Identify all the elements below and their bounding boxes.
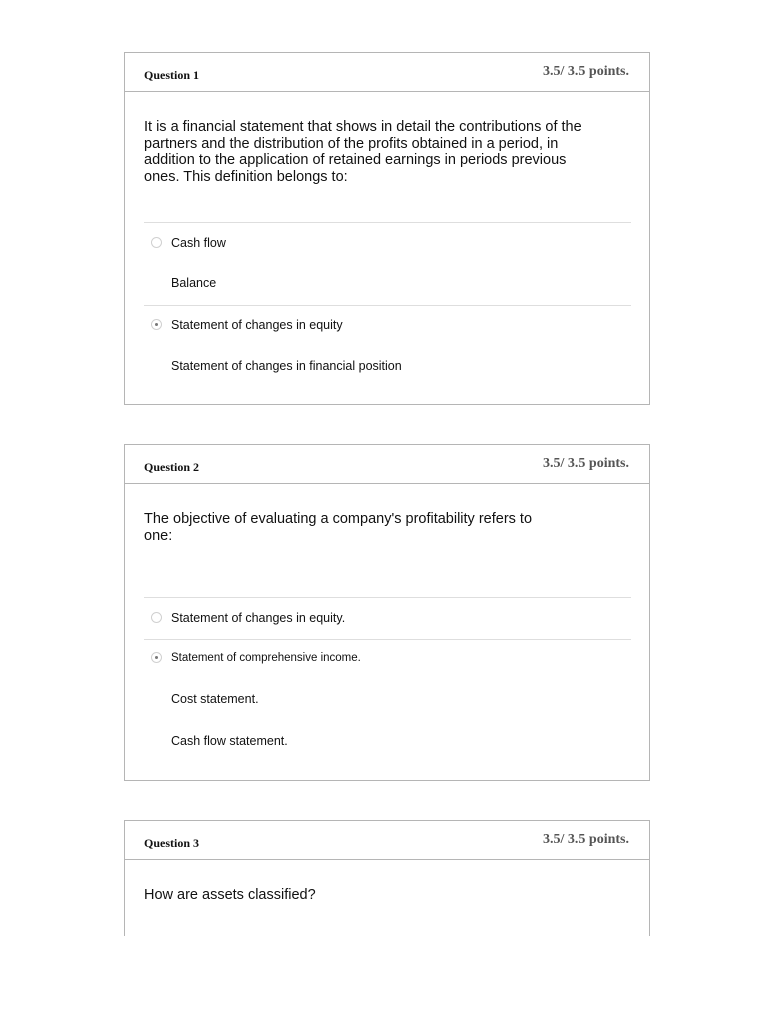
answer-option[interactable] xyxy=(171,359,402,374)
answer-label: Balance xyxy=(171,276,217,290)
radio-button-selected[interactable] xyxy=(151,319,162,330)
question-header xyxy=(125,445,649,484)
answer-label: Cash flow statement. xyxy=(171,734,288,748)
answer-option[interactable] xyxy=(171,734,288,749)
question-title: Question 1 xyxy=(144,68,200,82)
radio-button[interactable] xyxy=(151,612,162,623)
question-text: How are assets classified? xyxy=(144,887,316,903)
question-points: 3.5/ 3.5 points. xyxy=(543,456,629,471)
answer-label: Cash flow xyxy=(171,236,226,250)
answer-option[interactable] xyxy=(171,611,345,626)
answer-label: Statement of changes in equity xyxy=(171,318,343,332)
separator xyxy=(144,305,631,306)
radio-button[interactable] xyxy=(151,237,162,248)
question-header xyxy=(125,53,649,92)
answer-label: Cost statement. xyxy=(171,692,259,706)
question-card-2 xyxy=(124,444,650,781)
separator xyxy=(144,597,631,598)
answer-option[interactable] xyxy=(171,236,226,251)
answer-label: Statement of changes in financial position xyxy=(171,359,402,373)
answer-option[interactable] xyxy=(171,651,361,666)
separator xyxy=(144,222,631,223)
question-text: The objective of evaluating a company's profitability refers to one: xyxy=(144,511,533,544)
question-text: It is a financial statement that shows in detail the contributions of the partners and the distribution of the profits obtained in a period, in addition to the application of retained earnings in periods previous ones. This definition belongs to: xyxy=(144,119,582,185)
answer-label: Statement of comprehensive income. xyxy=(171,652,361,664)
question-header xyxy=(125,821,649,860)
question-title: Question 2 xyxy=(144,460,200,474)
answer-option[interactable] xyxy=(171,276,216,291)
question-points: 3.5/ 3.5 points. xyxy=(543,832,629,847)
answer-option[interactable] xyxy=(171,692,259,707)
question-title: Question 3 xyxy=(144,836,200,850)
answer-label: Statement of changes in equity. xyxy=(171,611,346,625)
question-card-3 xyxy=(124,820,650,936)
answer-option[interactable] xyxy=(171,318,343,333)
question-card-1 xyxy=(124,52,650,405)
question-points: 3.5/ 3.5 points. xyxy=(543,64,629,79)
radio-button-selected[interactable] xyxy=(151,652,162,663)
separator xyxy=(144,639,631,640)
